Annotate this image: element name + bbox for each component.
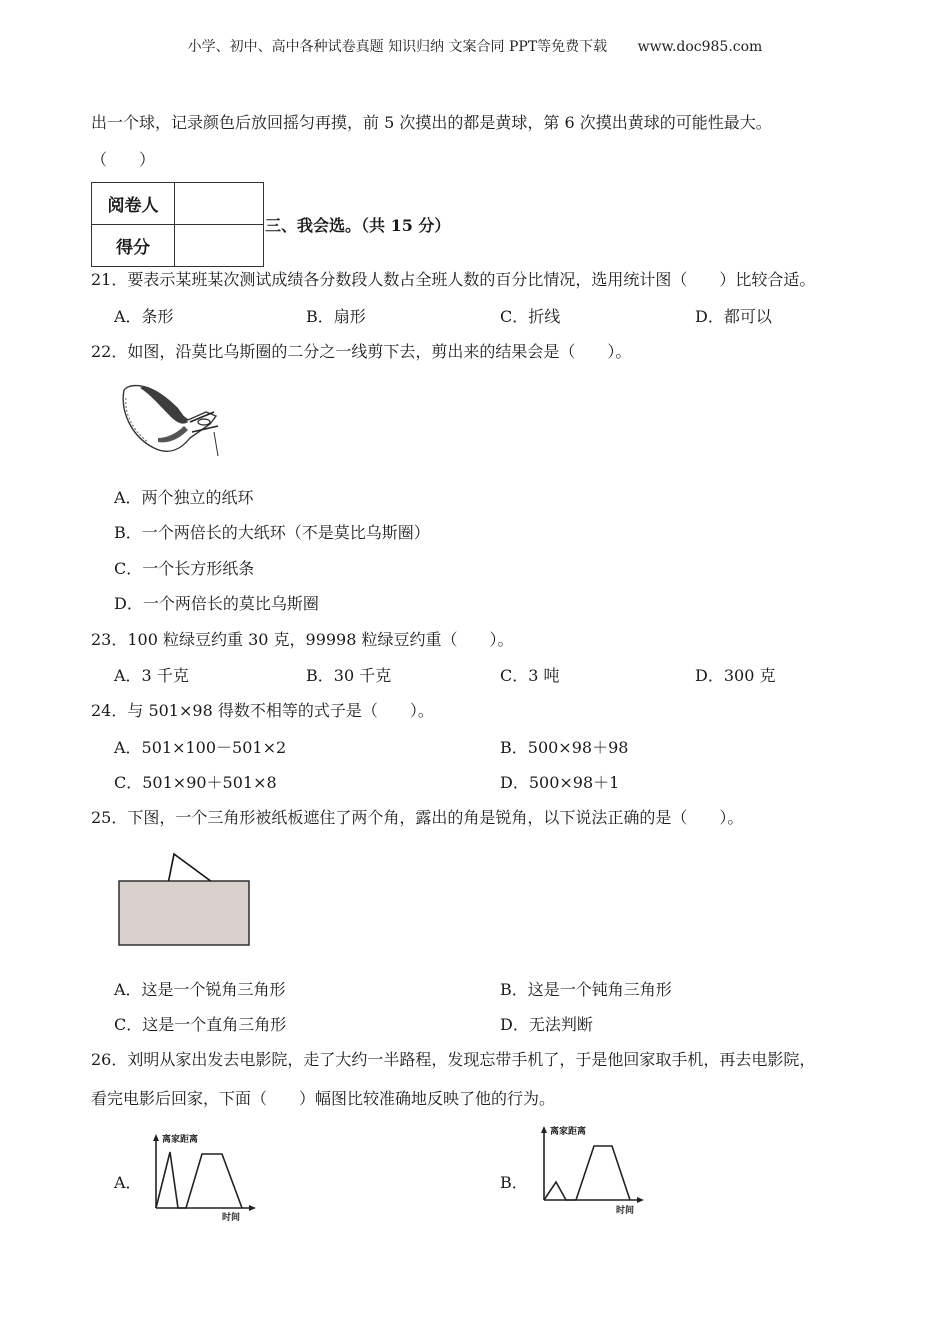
- q23-option-a: A．3 千克: [114, 666, 189, 685]
- q26-option-a: A．: [114, 1173, 142, 1192]
- q21-stem: 21．要表示某班某次测试成绩各分数段人数占全班人数的百分比情况，选用统计图（ ）比较合适。: [91, 270, 816, 289]
- q25-option-a: A．这是一个锐角三角形: [114, 980, 286, 999]
- graph-b: [536, 1122, 646, 1218]
- score-label: 得分: [92, 225, 175, 267]
- mobius-strip-figure: [118, 382, 220, 460]
- q24-option-c: C．501×90＋501×8: [114, 773, 277, 792]
- reviewer-label: 阅卷人: [92, 183, 175, 225]
- q25-option-c: C．这是一个直角三角形: [114, 1015, 287, 1034]
- graph-a: [148, 1132, 258, 1224]
- q23-option-d: D．300 克: [695, 666, 776, 685]
- score-box: [91, 182, 264, 267]
- graph-a-ylabel: 离家距离: [162, 1135, 199, 1145]
- q24-option-d: D．500×98＋1: [500, 773, 620, 792]
- prev-question-paren: （ ）: [91, 150, 156, 169]
- q22-option-a: A．两个独立的纸环: [114, 488, 254, 507]
- q21-option-d: D．都可以: [695, 307, 772, 326]
- header-site: www.doc985.com: [637, 39, 763, 55]
- q21-option-a: A．条形: [114, 307, 174, 326]
- q23-option-b: B．30 千克: [306, 666, 392, 685]
- q26-stem-line2: 看完电影后回家，下面（ ）幅图比较准确地反映了他的行为。: [91, 1089, 556, 1108]
- reviewer-cell: [175, 183, 264, 225]
- prev-question-line: 出一个球，记录颜色后放回摇匀再摸，前 5 次摸出的都是黄球，第 6 次摸出黄球的可能性最大。: [91, 113, 772, 132]
- q22-stem: 22．如图，沿莫比乌斯圈的二分之一线剪下去，剪出来的结果会是（ ）。: [91, 342, 632, 361]
- q23-option-c: C．3 吨: [500, 666, 560, 685]
- q24-option-a: A．501×100－501×2: [114, 738, 287, 757]
- score-cell: [175, 225, 264, 267]
- q22-option-c: C．一个长方形纸条: [114, 559, 255, 578]
- header-title: 小学、初中、高中各种试卷真题 知识归纳 文案合同 PPT等免费下载: [187, 39, 608, 55]
- page-header: [0, 36, 950, 56]
- graph-b-ylabel: 离家距离: [550, 1127, 587, 1137]
- graph-a-xlabel: 时间: [222, 1213, 241, 1223]
- graph-b-line: [544, 1146, 630, 1200]
- q25-option-b: B．这是一个钝角三角形: [500, 980, 672, 999]
- graph-b-xlabel: 时间: [616, 1206, 635, 1216]
- q25-stem: 25．下图，一个三角形被纸板遮住了两个角，露出的角是锐角，以下说法正确的是（ ）。: [91, 808, 744, 827]
- q23-stem: 23．100 粒绿豆约重 30 克，99998 粒绿豆约重（ ）。: [91, 630, 514, 649]
- q21-option-c: C．折线: [500, 307, 561, 326]
- q22-option-d: D．一个两倍长的莫比乌斯圈: [114, 594, 319, 613]
- q25-option-d: D．无法判断: [500, 1015, 593, 1034]
- q21-option-b: B．扇形: [306, 307, 366, 326]
- section-title: 三、我会选。（共 15 分）: [265, 216, 451, 235]
- q24-stem: 24．与 501×98 得数不相等的式子是（ ）。: [91, 701, 434, 720]
- triangle-board-figure: [116, 852, 252, 948]
- q22-option-b: B．一个两倍长的大纸环（不是莫比乌斯圈）: [114, 523, 430, 542]
- q26-stem-line1: 26．刘明从家出发去电影院，走了大约一半路程，发现忘带手机了，于是他回家取手机，再去电影院，: [91, 1050, 816, 1069]
- q24-option-b: B．500×98＋98: [500, 738, 629, 757]
- q26-option-b: B．: [500, 1173, 528, 1192]
- graph-a-line: [156, 1152, 242, 1208]
